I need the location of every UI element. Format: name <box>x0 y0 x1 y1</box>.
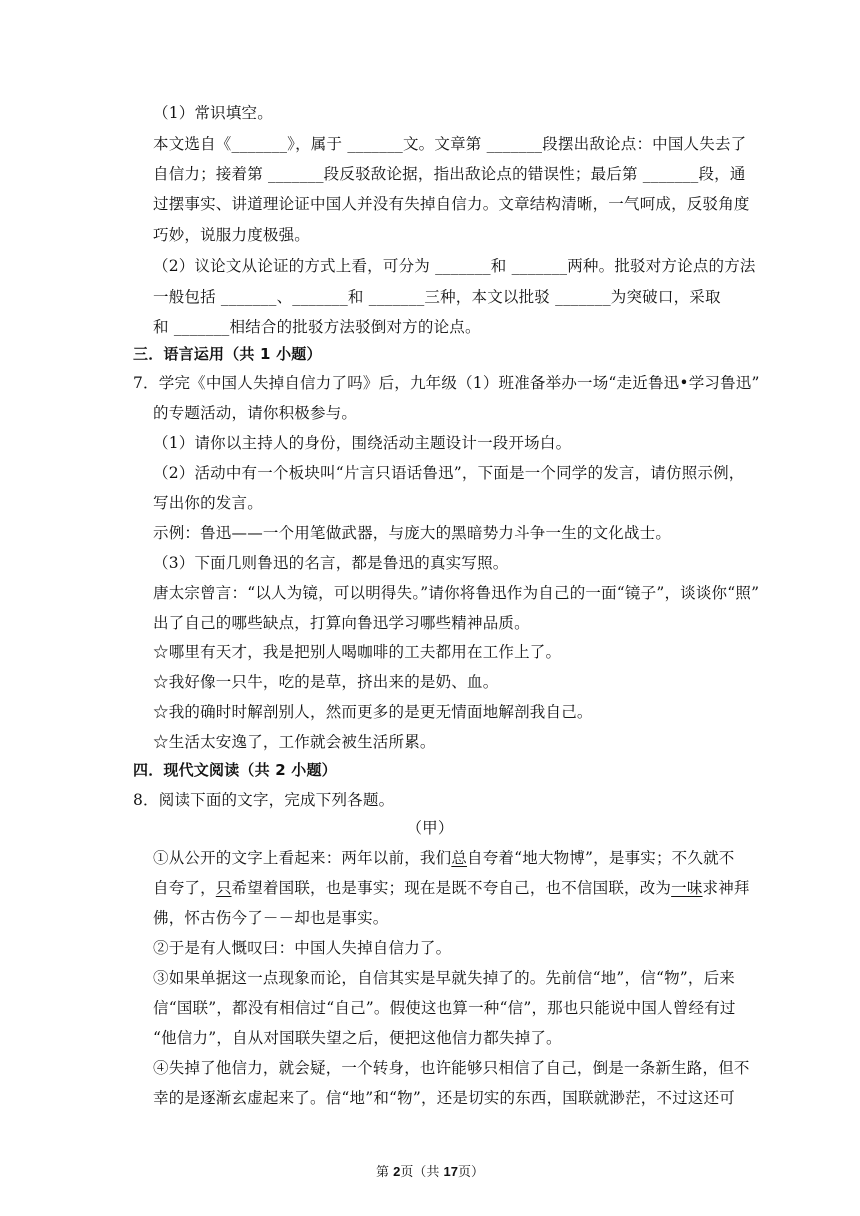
passage-line: ④失掉了他信力，就会疑，一个转身，也许能够只相信了自己，倒是一条新生路，但不 <box>153 1059 750 1077</box>
question-7-part-1: （1）请你以主持人的身份，围绕活动主题设计一段开场白。 <box>153 434 572 452</box>
question-7-part-2: （2）活动中有一个板块叫“片言只语话鲁迅”，下面是一个同学的发言，请仿照示例， <box>153 464 745 482</box>
para-1-line: 本文选自《_______》，属于 _______文。文章第 _______段摆出敌论点：中国人失去了 <box>153 135 747 153</box>
passage-line: 佛，怀古伤今了－－却也是事实。 <box>153 909 389 927</box>
question-8-line: 8．阅读下面的文字，完成下列各题。 <box>133 791 395 809</box>
passage-line: 幸的是逐渐玄虚起来了。信“地”和“物”，还是切实的东西，国联就渺茫，不过这还可 <box>153 1089 735 1107</box>
passage-line: 信“国联”，都没有相信过“自己”。假使这也算一种“信”，那也只能说中国人曾经有过 <box>153 999 736 1017</box>
quote-item: ☆我好像一只牛，吃的是草，挤出来的是奶、血。 <box>153 673 499 691</box>
section-heading-reading: 四．现代文阅读（共 2 小题） <box>133 761 337 779</box>
passage-label: （甲） <box>406 819 454 837</box>
question-7-line: 出了自己的哪些缺点，打算向鲁迅学习哪些精神品质。 <box>153 614 530 632</box>
section-heading-language: 三．语言运用（共 1 小题） <box>133 345 322 363</box>
quote-item: ☆哪里有天才，我是把别人喝咖啡的工夫都用在工作上了。 <box>153 643 562 661</box>
question-7-line: 7．学完《中国人失掉自信力了吗》后，九年级（1）班准备举办一场“走近鲁迅•学习鲁迅” <box>133 374 760 392</box>
para-1-line: 自信力；接着第 _______段反驳敌论据，指出敌论点的错误性；最后第 _______段，通 <box>153 165 746 183</box>
footer-total-pages: 17 <box>443 1164 458 1179</box>
para-1-heading: （1）常识填空。 <box>153 104 273 122</box>
footer-suffix: 页） <box>457 1165 484 1180</box>
question-7-part-3: （3）下面几则鲁迅的名言，都是鲁迅的真实写照。 <box>153 554 509 572</box>
para-1-line: 过摆事实、讲道理论证中国人并没有失掉自信力。文章结构清晰，一气呵成，反驳角度 <box>153 195 750 213</box>
question-7-line: 的专题活动，请你积极参与。 <box>153 404 358 422</box>
page-footer <box>0 1161 860 1180</box>
footer-prefix: 第 <box>376 1165 394 1180</box>
footer-mid: 页（共 <box>400 1165 444 1180</box>
example-line: 示例：鲁迅——一个用笔做武器，与庞大的黑暗势力斗争一生的文化战士。 <box>153 524 672 542</box>
passage-line: ③如果单据这一点现象而论，自信其实是早就失掉了的。先前信“地”，信“物”，后来 <box>153 969 735 987</box>
para-2-line: 一般包括 _______、_______和 _______三种，本文以批驳 _______为突破口，采取 <box>153 288 721 306</box>
footer-page-number: 2 <box>393 1164 401 1179</box>
para-1-line: 巧妙，说服力度极强。 <box>153 226 311 244</box>
passage-line: “他信力”，自从对国联失望之后，便把这他信力都失掉了。 <box>153 1029 562 1047</box>
para-2-line: （2）议论文从论证的方式上看，可分为 _______和 _______两种。批驳对方论点的方法 <box>153 257 756 275</box>
passage-line: ①从公开的文字上看起来：两年以前，我们总自夸着“地大物博”，是事实；不久就不 <box>153 849 735 867</box>
passage-line: 自夸了，只希望着国联，也是事实；现在是既不夸自己，也不信国联，改为一味求神拜 <box>153 879 750 897</box>
passage-line: ②于是有人慨叹曰：中国人失掉自信力了。 <box>153 939 452 957</box>
quote-item: ☆生活太安逸了，工作就会被生活所累。 <box>153 733 436 751</box>
para-2-line: 和 _______相结合的批驳方法驳倒对方的论点。 <box>153 318 481 336</box>
question-7-part-2: 写出你的发言。 <box>153 494 263 512</box>
quote-item: ☆我的确时时解剖别人，然而更多的是更无情面地解剖我自己。 <box>153 703 593 721</box>
question-7-line: 唐太宗曾言：“以人为镜，可以明得失。”请你将鲁迅作为自己的一面“镜子”，谈谈你“照” <box>153 584 760 602</box>
